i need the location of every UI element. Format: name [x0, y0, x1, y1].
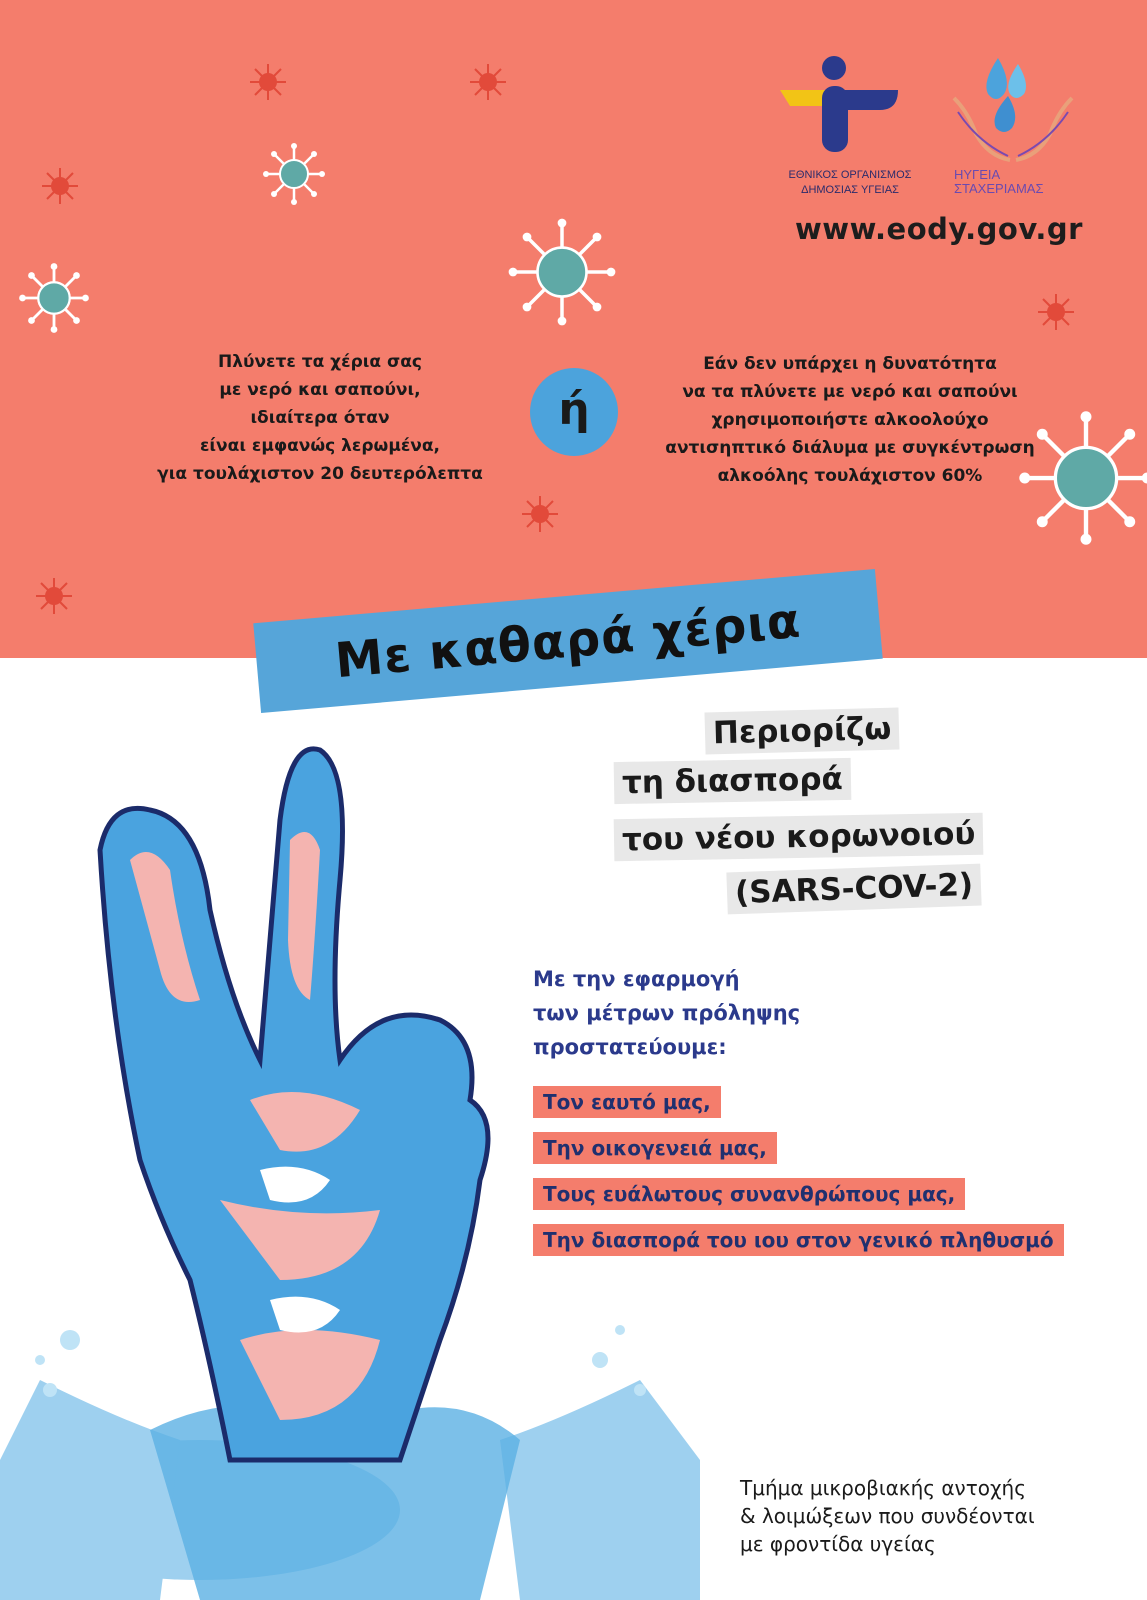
virus-icon — [248, 62, 288, 102]
protect-item: Τους ευάλωτους συνανθρώπους μας, — [533, 1178, 965, 1210]
slogan-line-3: του νέου κορωνοιού — [614, 813, 984, 861]
eody-logo — [770, 50, 930, 200]
virus-icon — [40, 166, 80, 206]
virus-icon — [520, 494, 560, 534]
eody-caption: ΕΘΝΙΚΟΣ ΟΡΓΑΝΙΣΜΟΣ ΔΗΜΟΣΙΑΣ ΥΓΕΙΑΣ — [788, 169, 912, 196]
or-circle: ή — [530, 368, 618, 456]
virus-icon — [34, 576, 74, 616]
peace-hand-illustration — [0, 740, 700, 1600]
slogan-line-1: Περιορίζω — [704, 707, 899, 754]
protect-item: Την διασπορά του ιου στον γενικό πληθυσμό — [533, 1224, 1064, 1256]
protect-item: Τον εαυτό μας, — [533, 1086, 721, 1118]
hygiene-caption-line2: ΣΤΑΧΕΡΙΑΜΑΣ — [954, 181, 1044, 196]
virus-icon — [18, 262, 90, 334]
virus-icon — [468, 62, 508, 102]
handwash-instructions: Πλύνετε τα χέρια σας με νερό και σαπούνι, ιδιαίτερα όταν είναι εμφανώς λερωμένα, για τουλάχιστον 20 δευτερόλεπτα — [157, 352, 483, 484]
virus-icon — [262, 142, 326, 206]
website-url[interactable]: www.eody.gov.gr — [795, 212, 1083, 246]
slogan-line-2: τη διασπορά — [614, 758, 851, 804]
virus-icon — [1036, 292, 1076, 332]
top-panel — [0, 0, 1147, 658]
sanitizer-instructions: Εάν δεν υπάρχει η δυνατότητα να τα πλύνετε με νερό και σαπούνι χρησιμοποιήστε αλκοολούχο αντισηπτικό διάλυμα με συγκέντρωση αλκοόλης τουλάχιστον 60% — [665, 354, 1035, 486]
hygiene-caption-line1: ΗΥΓΕΙΑ — [954, 167, 1001, 182]
protect-item: Την οικογενειά μας, — [533, 1132, 777, 1164]
hygiene-hands-logo — [948, 52, 1088, 202]
measures-intro: Με την εφαρμογή των μέτρων πρόληψης προστατεύουμε: — [533, 967, 801, 1059]
banner-title: Με καθαρά χέρια — [332, 592, 804, 690]
virus-icon — [506, 216, 618, 328]
department-footer: Τμήμα μικροβιακής αντοχής & λοιμώξεων που συνδέονται με φροντίδα υγείας — [740, 1476, 1035, 1556]
slogan-line-4: (SARS-COV-2) — [726, 864, 981, 915]
